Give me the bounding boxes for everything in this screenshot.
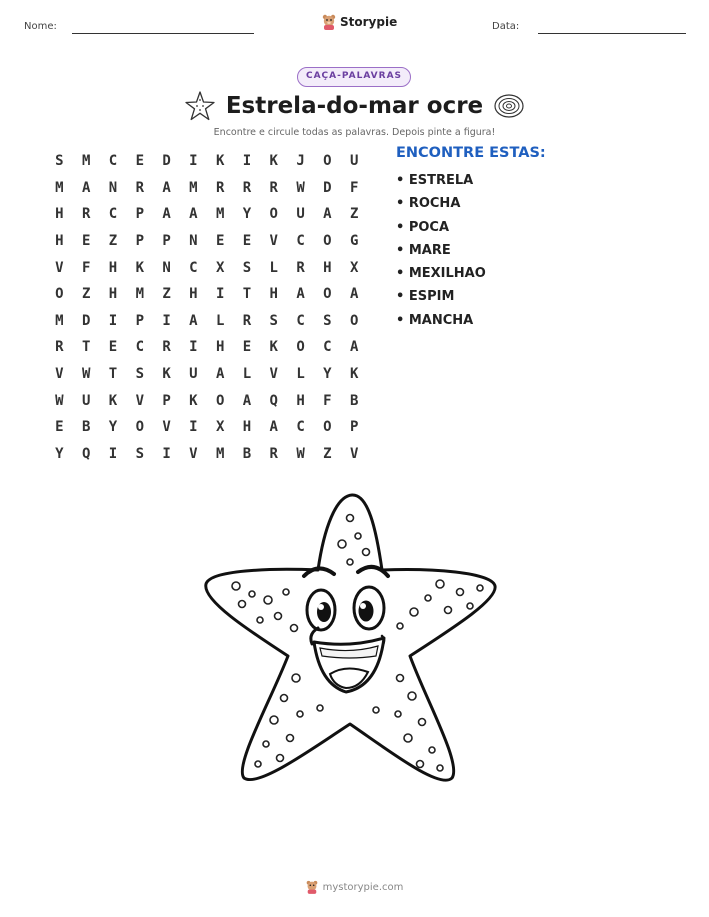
grid-cell[interactable]: V [135,392,144,409]
grid-cell[interactable]: Y [242,206,252,223]
grid-cell[interactable]: H [242,419,252,436]
grid-cell[interactable]: X [349,259,359,276]
grid-cell[interactable]: A [349,286,359,303]
grid-cell[interactable]: M [55,312,64,329]
grid-cell[interactable]: P [135,233,144,250]
grid-row [46,175,368,202]
grid-cell[interactable]: R [162,339,171,356]
grid-cell[interactable]: Z [108,233,118,250]
grid-cell[interactable]: D [81,312,91,329]
grid-cell[interactable]: K [349,366,359,383]
grid-cell[interactable]: E [55,419,64,436]
grid-cell[interactable]: R [55,339,64,356]
grid-cell[interactable]: U [189,366,198,383]
grid-cell[interactable]: Z [162,286,171,303]
page-title: Estrela-do-mar ocre [225,93,484,119]
grid-cell[interactable]: O [323,233,332,250]
word-item: • ROCHA [396,196,461,212]
grid-cell[interactable]: O [296,339,305,356]
grid-cell[interactable]: K [108,392,118,409]
grid-cell[interactable]: L [215,312,225,329]
grid-cell[interactable]: Z [81,286,91,303]
grid-row [46,254,368,281]
grid-cell[interactable]: R [242,179,252,196]
grid-cell[interactable]: H [189,286,198,303]
grid-cell[interactable]: C [135,339,144,356]
grid-cell[interactable]: Y [323,366,332,383]
grid-cell[interactable]: Y [108,419,118,436]
grid-cell[interactable]: W [55,392,64,409]
grid-cell[interactable]: D [162,153,171,170]
grid-row [46,334,368,361]
grid-cell[interactable]: Y [55,445,64,462]
grid-cell[interactable]: U [81,392,91,409]
grid-cell[interactable]: K [189,392,198,409]
word-item: • POCA [396,219,450,235]
grid-cell[interactable]: V [162,419,171,436]
grid-cell[interactable]: L [296,366,305,383]
grid-cell[interactable]: A [323,206,332,223]
grid-cell[interactable]: R [269,445,278,462]
grid-cell[interactable]: S [135,366,144,383]
grid-cell[interactable]: N [108,179,118,196]
grid-cell[interactable]: C [296,419,305,436]
words-heading: ENCONTRE ESTAS: [396,145,546,161]
grid-cell[interactable]: O [323,286,332,303]
grid-cell[interactable]: O [269,206,278,223]
grid-cell[interactable]: V [349,445,359,462]
footer [0,880,709,894]
grid-cell[interactable]: Q [269,392,278,409]
grid-cell[interactable]: O [349,312,359,329]
grid-cell[interactable]: O [55,286,64,303]
grid-cell[interactable]: L [242,366,252,383]
category-badge: CAÇA-PALAVRAS [297,67,411,87]
brand-name: Storypie [340,15,398,29]
grid-cell[interactable]: W [296,179,305,196]
grid-cell[interactable]: A [296,286,305,303]
grid-cell[interactable]: K [135,259,144,276]
grid-cell[interactable]: H [296,392,305,409]
instructions: Encontre e circule todas as palavras. Depois pinte a figura! [213,127,496,138]
grid-cell[interactable]: M [189,179,198,196]
grid-cell[interactable]: I [189,153,198,170]
grid-cell[interactable]: A [215,366,225,383]
grid-cell[interactable]: L [269,259,278,276]
grid-cell[interactable]: C [189,259,198,276]
grid-cell[interactable]: I [242,153,252,170]
grid-cell[interactable]: H [269,286,278,303]
starfish-outline-icon [184,90,216,122]
grid-cell[interactable]: J [296,153,305,170]
grid-cell[interactable]: R [81,206,91,223]
grid-cell[interactable]: O [135,419,144,436]
grid-cell[interactable]: U [349,153,359,170]
grid-cell[interactable]: V [189,445,198,462]
grid-cell[interactable]: A [162,206,171,223]
grid-cell[interactable]: P [135,312,144,329]
grid-cell[interactable]: C [296,312,305,329]
grid-cell[interactable]: I [189,339,198,356]
grid-cell[interactable]: K [215,153,225,170]
grid-row [46,228,368,255]
grid-cell[interactable]: A [189,312,198,329]
grid-cell[interactable]: F [349,179,359,196]
grid-cell[interactable]: H [55,233,64,250]
grid-cell[interactable]: R [135,179,144,196]
grid-cell[interactable]: A [81,179,91,196]
date-line[interactable] [538,33,686,34]
bear-logo-icon [322,14,336,30]
grid-cell[interactable]: E [108,339,118,356]
grid-cell[interactable]: S [242,259,252,276]
grid-cell[interactable]: C [323,339,332,356]
grid-cell[interactable]: H [108,259,118,276]
grid-cell[interactable]: I [108,445,118,462]
grid-cell[interactable]: E [242,339,252,356]
grid-row [46,414,368,441]
grid-cell[interactable]: I [189,419,198,436]
grid-cell[interactable]: C [108,206,118,223]
grid-cell[interactable]: S [135,445,144,462]
grid-cell[interactable]: I [108,312,118,329]
grid-row [46,387,368,414]
grid-cell[interactable]: B [81,419,91,436]
grid-cell[interactable]: R [215,179,225,196]
grid-cell[interactable]: X [215,259,225,276]
word-list [396,171,486,334]
grid-cell[interactable]: H [215,339,225,356]
grid-cell[interactable]: P [135,206,144,223]
seashell-icon [493,92,525,120]
title-row [0,90,709,122]
letter-grid[interactable] [46,148,368,467]
grid-cell[interactable]: O [215,392,225,409]
grid-row [46,441,368,468]
grid-row [46,148,368,175]
grid-cell[interactable]: T [242,286,252,303]
grid-cell[interactable]: F [81,259,91,276]
grid-row [46,308,368,335]
grid-cell[interactable]: P [162,392,171,409]
grid-cell[interactable]: D [323,179,332,196]
grid-cell[interactable]: U [296,206,305,223]
grid-cell[interactable]: C [108,153,118,170]
grid-cell[interactable]: R [269,179,278,196]
grid-cell[interactable]: K [162,366,171,383]
bear-logo-icon [306,880,318,894]
grid-cell[interactable]: P [349,419,359,436]
grid-cell[interactable]: I [162,445,171,462]
grid-cell[interactable]: M [215,206,225,223]
grid-row [46,281,368,308]
grid-cell[interactable]: T [108,366,118,383]
word-item: • MEXILHAO [396,266,486,282]
grid-cell[interactable]: H [55,206,64,223]
grid-cell[interactable]: N [189,233,198,250]
grid-cell[interactable]: T [81,339,91,356]
grid-cell[interactable]: Z [323,445,332,462]
grid-cell[interactable]: K [269,153,278,170]
grid-cell[interactable]: O [323,153,332,170]
grid-cell[interactable]: P [162,233,171,250]
grid-cell[interactable]: V [269,233,278,250]
word-item: • ESTRELA [396,173,474,188]
grid-cell[interactable]: B [349,392,359,409]
grid-cell[interactable]: G [349,233,359,250]
grid-cell[interactable]: A [162,179,171,196]
grid-cell[interactable]: M [55,179,64,196]
grid-cell[interactable]: I [215,286,225,303]
grid-cell[interactable]: M [81,153,91,170]
grid-row [46,361,368,388]
grid-cell[interactable]: A [349,339,359,356]
grid-cell[interactable]: E [215,233,225,250]
grid-cell[interactable]: R [296,259,305,276]
grid-cell[interactable]: C [296,233,305,250]
grid-cell[interactable]: H [323,259,332,276]
grid-cell[interactable]: V [55,366,64,383]
grid-cell[interactable]: V [269,366,278,383]
grid-cell[interactable]: S [55,153,64,170]
grid-cell[interactable]: H [108,286,118,303]
grid-cell[interactable]: O [323,419,332,436]
brand-logo [322,14,397,30]
grid-cell[interactable]: E [81,233,91,250]
grid-cell[interactable]: K [269,339,278,356]
grid-cell[interactable]: X [215,419,225,436]
grid-cell[interactable]: R [242,312,252,329]
grid-cell[interactable]: I [162,312,171,329]
name-line[interactable] [72,33,254,34]
name-label: Nome: [24,21,57,32]
grid-cell[interactable]: M [215,445,225,462]
grid-cell[interactable]: E [135,153,144,170]
grid-cell[interactable]: N [162,259,171,276]
date-label: Data: [492,21,520,32]
grid-cell[interactable]: F [323,392,332,409]
word-item: • MARE [396,242,451,258]
grid-cell[interactable]: B [242,445,252,462]
grid-cell[interactable]: Q [81,445,91,462]
grid-cell[interactable]: V [55,259,64,276]
grid-row [46,201,368,228]
starfish-illustration [200,488,500,788]
grid-cell[interactable]: S [323,312,332,329]
grid-cell[interactable]: E [242,233,252,250]
grid-cell[interactable]: Z [349,206,359,223]
footer-url[interactable]: mystorypie.com [322,881,404,893]
grid-cell[interactable]: A [269,419,278,436]
word-item: • MANCHA [396,312,474,328]
grid-cell[interactable]: W [81,366,91,383]
grid-cell[interactable]: A [242,392,252,409]
grid-cell[interactable]: W [296,445,305,462]
word-item: • ESPIM [396,289,455,305]
grid-cell[interactable]: A [189,206,198,223]
grid-cell[interactable]: S [269,312,278,329]
grid-cell[interactable]: M [135,286,144,303]
